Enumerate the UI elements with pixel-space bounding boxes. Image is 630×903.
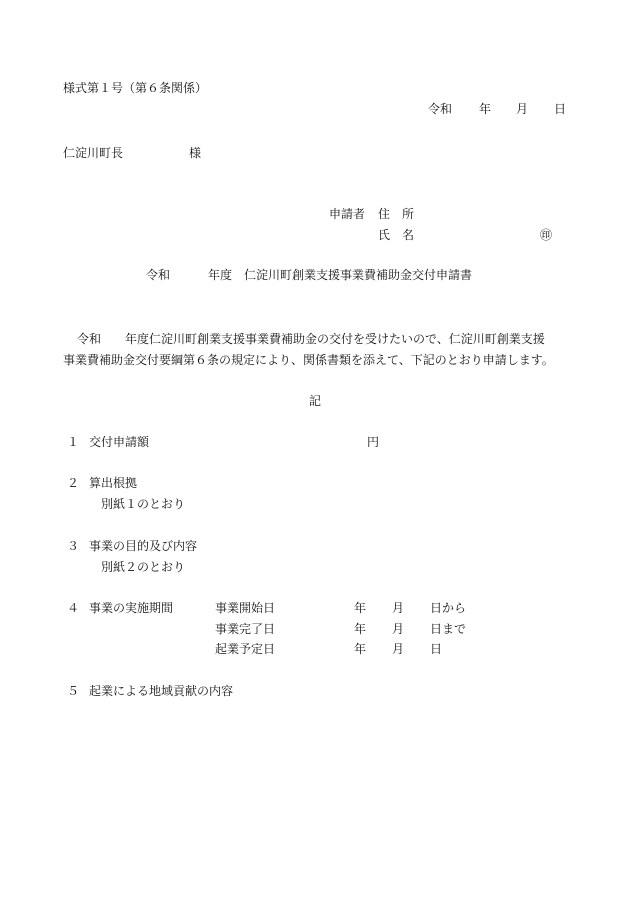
- period-row-founding-suffix: 日: [430, 642, 443, 656]
- period-row-start-year: 年: [354, 601, 367, 615]
- item-2-number: ２: [67, 476, 80, 490]
- item-2-detail: 別紙１のとおり: [101, 497, 186, 511]
- period-row-end-label: 事業完了日: [215, 622, 276, 636]
- applicant-label: 申請者: [329, 207, 366, 221]
- date-day: 日: [554, 102, 567, 116]
- period-row-founding-year: 年: [354, 642, 367, 656]
- item-1-unit: 円: [367, 435, 380, 449]
- item-3-number: ３: [67, 539, 80, 553]
- period-row-start-month: 月: [392, 601, 405, 615]
- title-era: 令和: [146, 268, 171, 282]
- seal-mark: ㊞: [540, 228, 553, 242]
- addressee-name: 仁淀川町長: [63, 146, 124, 160]
- address-label: 住 所: [378, 207, 415, 221]
- form-number: 様式第１号（第６条関係）: [63, 81, 208, 95]
- item-3-label: 事業の目的及び内容: [89, 539, 198, 553]
- body-line-2: 事業費補助金交付要綱第６条の規定により、関係書類を添えて、下記のとおり申請します。: [63, 353, 554, 367]
- item-1-label: 交付申請額: [89, 435, 150, 449]
- date-era: 令和: [428, 102, 453, 116]
- period-row-end-suffix: 日まで: [430, 622, 467, 636]
- item-4-number: ４: [67, 601, 80, 615]
- period-row-start-label: 事業開始日: [215, 601, 276, 615]
- ki-heading: 記: [309, 394, 322, 408]
- period-row-start-suffix: 日から: [430, 601, 467, 615]
- addressee-honorific: 様: [189, 146, 202, 160]
- item-3-detail: 別紙２のとおり: [101, 560, 186, 574]
- period-row-end-year: 年: [354, 622, 367, 636]
- period-row-founding-month: 月: [392, 642, 405, 656]
- period-row-end-month: 月: [392, 622, 405, 636]
- item-4-label: 事業の実施期間: [89, 601, 174, 615]
- date-year: 年: [479, 102, 492, 116]
- item-5-number: ５: [67, 684, 80, 698]
- item-5-label: 起業による地域貢献の内容: [89, 684, 234, 698]
- item-2-label: 算出根拠: [89, 476, 138, 490]
- body-line-1: 令和 年度仁淀川町創業支援事業費補助金の交付を受けたいので、仁淀川町創業支援: [77, 332, 545, 346]
- name-label: 氏 名: [378, 228, 415, 242]
- date-month: 月: [516, 102, 529, 116]
- document-title: 年度 仁淀川町創業支援事業費補助金交付申請書: [208, 268, 473, 282]
- item-1-number: １: [67, 435, 80, 449]
- period-row-founding-label: 起業予定日: [215, 642, 276, 656]
